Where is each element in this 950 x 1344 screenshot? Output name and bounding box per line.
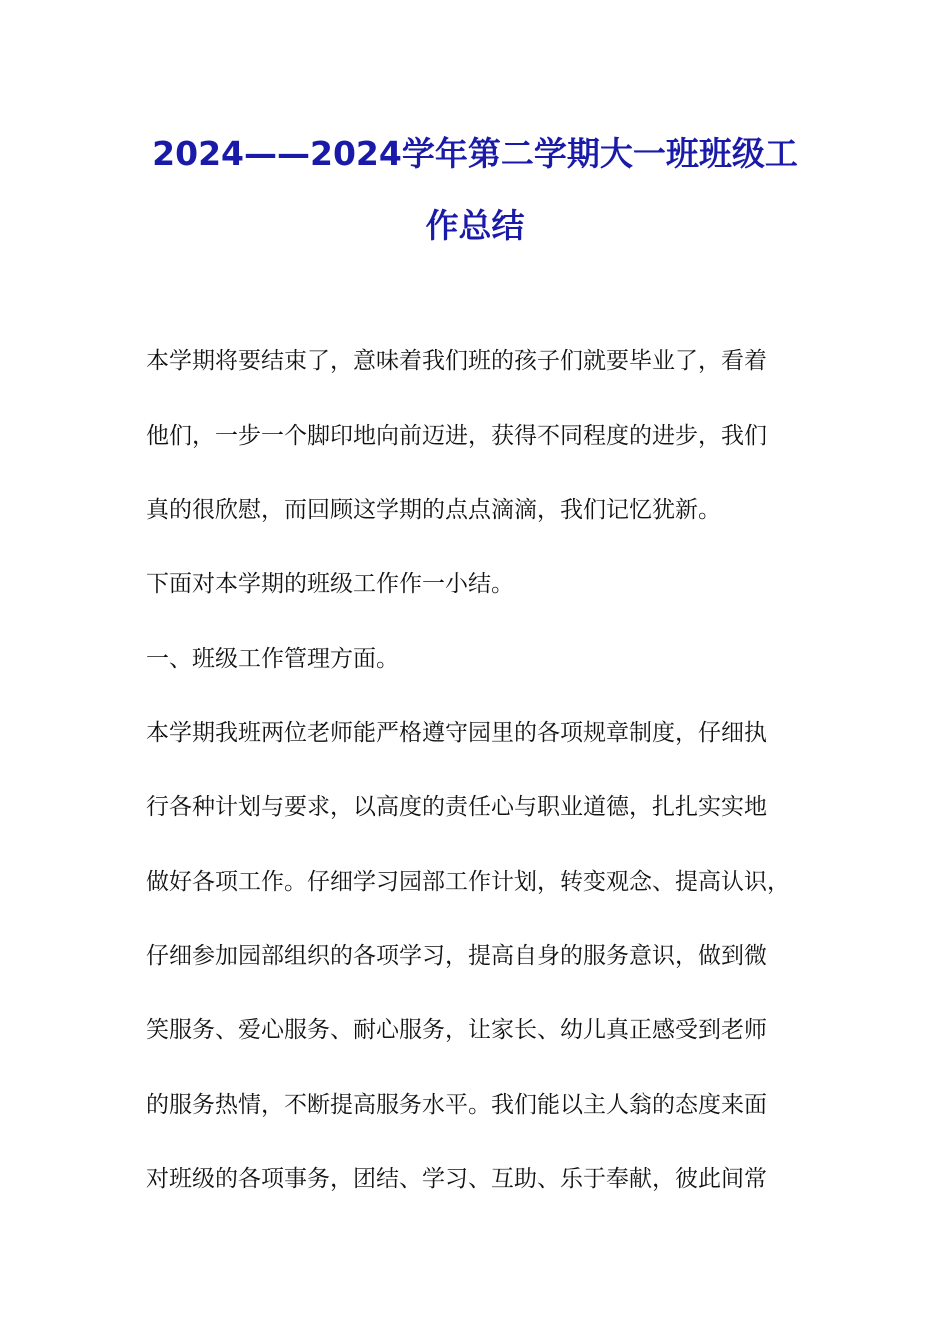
- paragraph-line: 仔细参加园部组织的各项学习，提高自身的服务意识，做到微: [146, 943, 767, 969]
- paragraph-line: 行各种计划与要求，以高度的责任心与职业道德，扎扎实实地: [146, 794, 767, 820]
- paragraph-line: 真的很欣慰，而回顾这学期的点点滴滴，我们记忆犹新。: [146, 497, 721, 523]
- paragraph-line: 下面对本学期的班级工作作一小结。: [146, 571, 514, 597]
- paragraph-line: 他们，一步一个脚印地向前迈进，获得不同程度的进步，我们: [146, 423, 767, 449]
- paragraph-line: 对班级的各项事务，团结、学习、互助、乐于奉献，彼此间常: [146, 1166, 767, 1192]
- paragraph-line: 本学期将要结束了，意味着我们班的孩子们就要毕业了，看着: [146, 348, 767, 374]
- section-heading: 一、班级工作管理方面。: [146, 646, 399, 672]
- paragraph-line: 笑服务、爱心服务、耐心服务，让家长、幼儿真正感受到老师: [146, 1017, 767, 1043]
- document-title-line-2: 作总结: [425, 206, 525, 245]
- paragraph-line: 做好各项工作。仔细学习园部工作计划，转变观念、提高认识，: [146, 869, 790, 895]
- document-title-line-1: 2024——2024学年第二学期大一班班级工: [152, 134, 798, 173]
- paragraph-line: 的服务热情，不断提高服务水平。我们能以主人翁的态度来面: [146, 1092, 767, 1118]
- paragraph-line: 本学期我班两位老师能严格遵守园里的各项规章制度，仔细执: [146, 720, 767, 746]
